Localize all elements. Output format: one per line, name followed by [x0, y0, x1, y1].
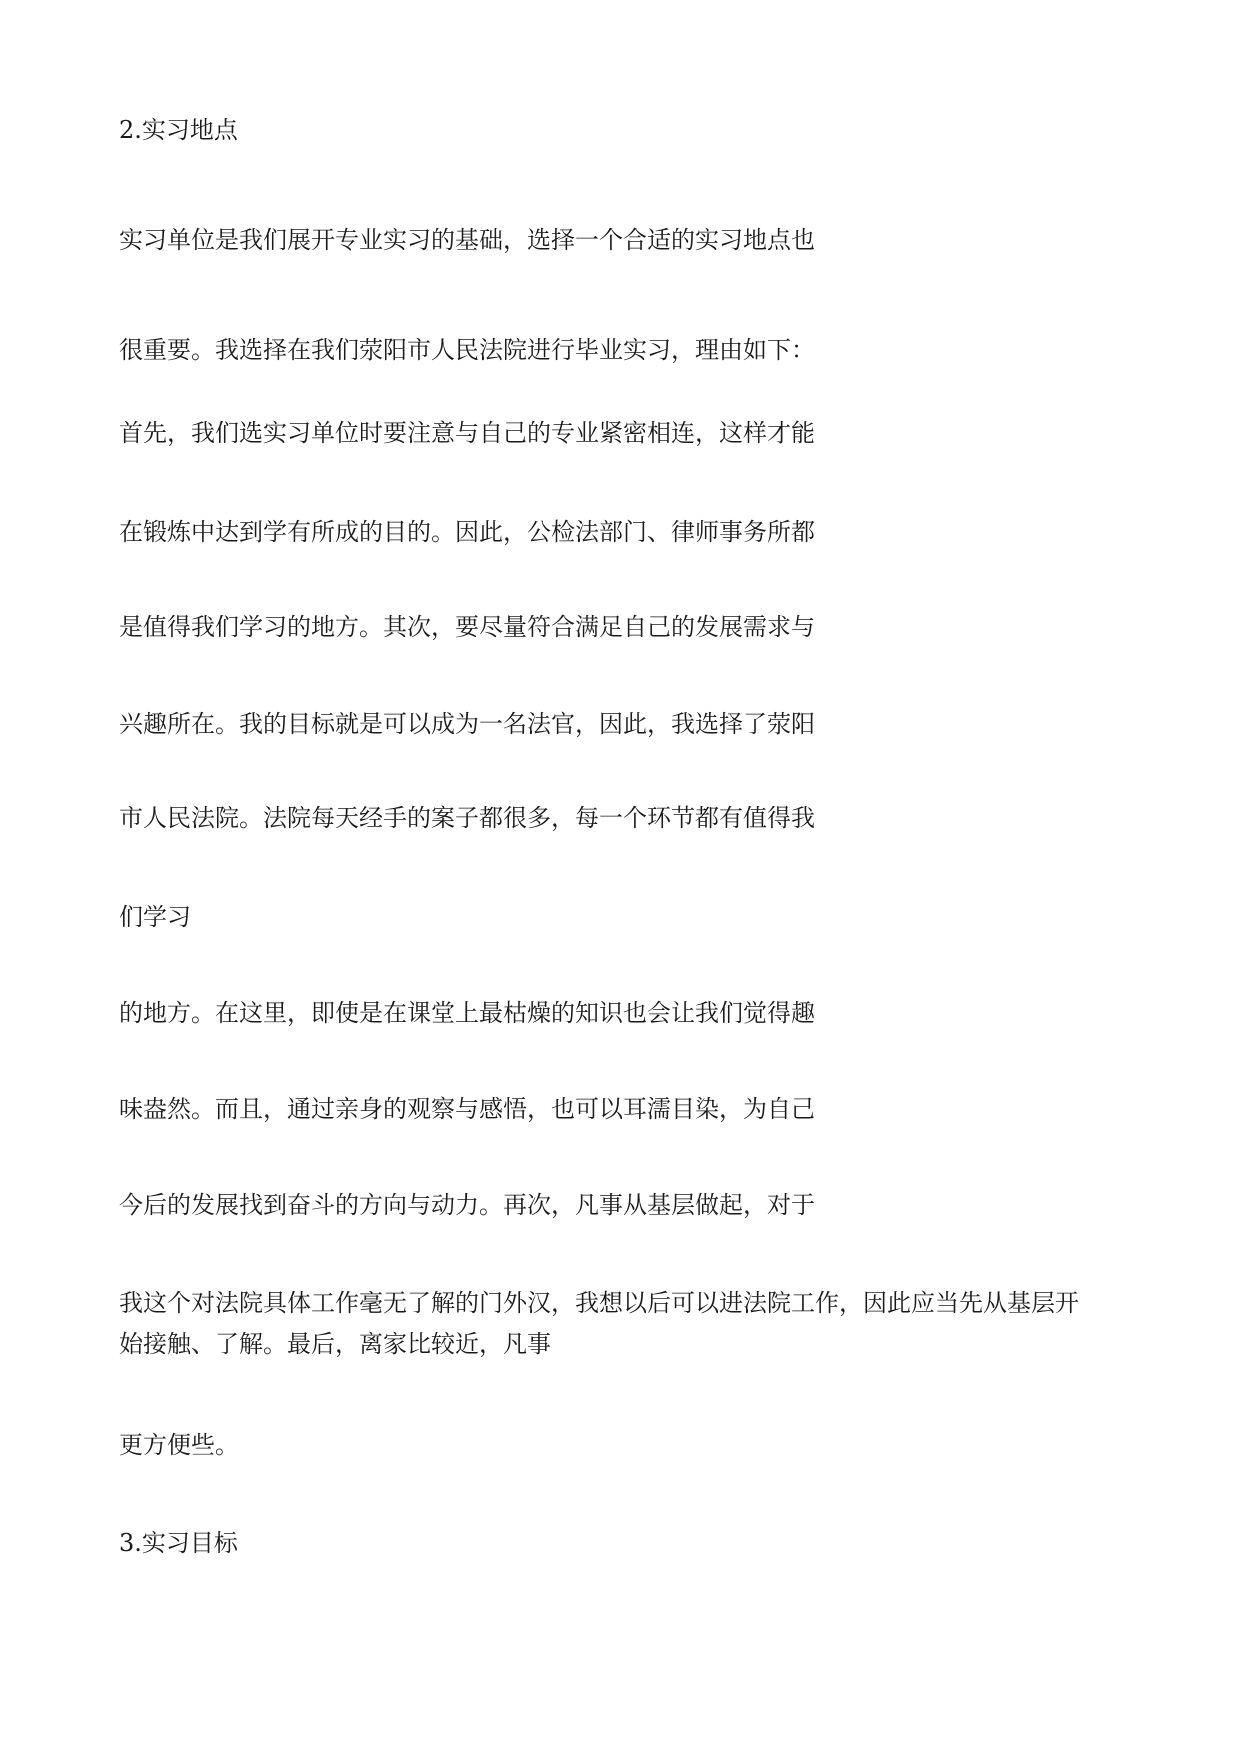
- section-heading-location: 2.实习地点: [119, 116, 238, 144]
- paragraph-line: 在锻炼中达到学有所成的目的。因此，公检法部门、律师事务所都: [119, 518, 815, 546]
- paragraph-line: 味盎然。而且，通过亲身的观察与感悟，也可以耳濡目染，为自己: [119, 1095, 815, 1123]
- paragraph-line: 很重要。我选择在我们荥阳市人民法院进行毕业实习，理由如下：: [119, 336, 815, 364]
- paragraph-line: 更方便些。: [119, 1431, 239, 1459]
- paragraph-line: 始接触、了解。最后，离家比较近，凡事: [119, 1330, 551, 1358]
- paragraph-line: 的地方。在这里，即使是在课堂上最枯燥的知识也会让我们觉得趣: [119, 999, 815, 1027]
- section-heading-goals: 3.实习目标: [119, 1529, 238, 1557]
- paragraph-line: 们学习: [119, 903, 191, 931]
- paragraph-line: 实习单位是我们展开专业实习的基础，选择一个合适的实习地点也: [119, 226, 815, 254]
- paragraph-line: 首先，我们选实习单位时要注意与自己的专业紧密相连，这样才能: [119, 419, 815, 447]
- paragraph-line: 今后的发展找到奋斗的方向与动力。再次，凡事从基层做起，对于: [119, 1191, 815, 1219]
- paragraph-line: 我这个对法院具体工作毫无了解的门外汉，我想以后可以进法院工作，因此应当先从基层开: [119, 1289, 1079, 1317]
- paragraph-line: 市人民法院。法院每天经手的案子都很多，每一个环节都有值得我: [119, 804, 815, 832]
- paragraph-line: 兴趣所在。我的目标就是可以成为一名法官，因此，我选择了荥阳: [119, 710, 815, 738]
- paragraph-line: 是值得我们学习的地方。其次，要尽量符合满足自己的发展需求与: [119, 613, 815, 641]
